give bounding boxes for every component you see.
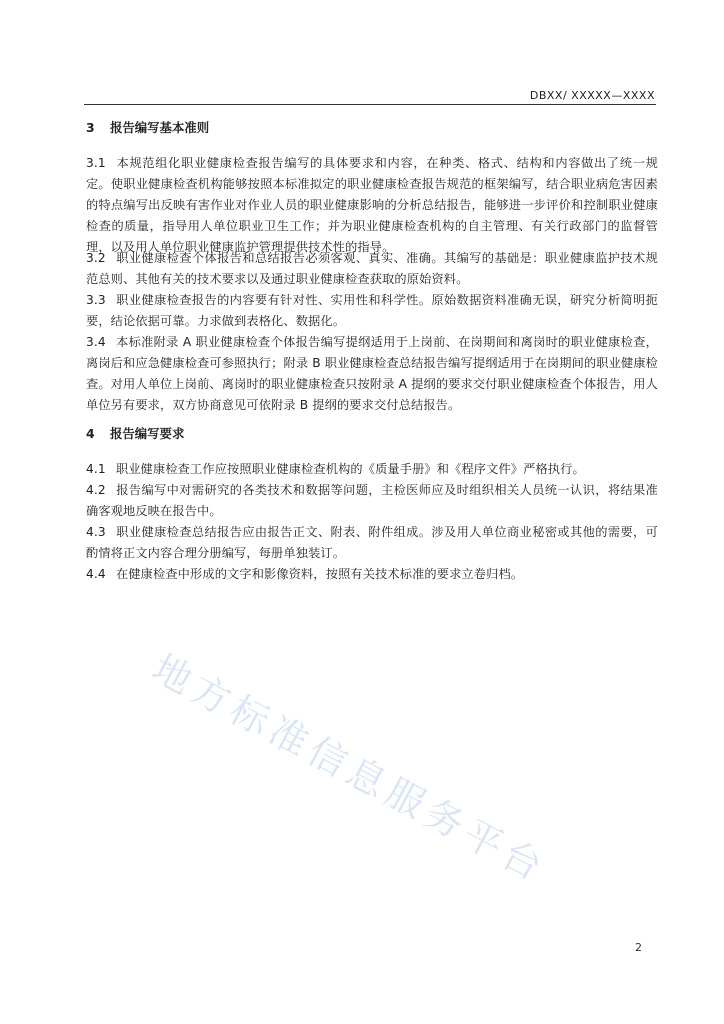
- clause-3-4: [86, 332, 658, 416]
- clause-text: 职业健康检查个体报告和总结报告必须客观、真实、准确。其编写的基础是：职业健康监护技术规范总则、其他有关的技术要求以及通过职业健康检查获取的原始资料。: [86, 251, 658, 286]
- page-number: 2: [635, 941, 642, 954]
- clause-text: 本标准附录 A 职业健康检查个体报告编写提纲适用于上岗前、在岗期间和离岗时的职业健康检查，离岗后和应急健康检查可参照执行；附录 B 职业健康检查总结报告编写提纲适用于在岗期间的职业健康检查。对用人单位上岗前、离岗时的职业健康检查只按附录 A 提纲的要求交付职业健康检查个体报告，用人单位另有要求，双方协商意见可依附录 B 提纲的要求交付总结报告。: [86, 335, 658, 412]
- clause-number: 4.4: [86, 567, 106, 581]
- document-code: DBXX/ XXXXX—XXXX: [529, 89, 655, 102]
- clause-3-1: [86, 153, 658, 258]
- clause-text: 在健康检查中形成的文字和影像资料，按照有关技术标准的要求立卷归档。: [116, 567, 524, 581]
- clause-text: 职业健康检查工作应按照职业健康检查机构的《质量手册》和《程序文件》严格执行。: [116, 462, 585, 476]
- clause-4-1: [86, 459, 658, 480]
- clause-number: 3.3: [86, 293, 106, 307]
- section-title: 报告编写要求: [110, 426, 185, 441]
- clause-number: 4.3: [86, 525, 106, 539]
- section-title: 报告编写基本准则: [110, 120, 210, 135]
- section-number: 3: [86, 120, 95, 135]
- clause-4-2: [86, 480, 658, 522]
- section-number: 4: [86, 426, 95, 441]
- clause-4-3: [86, 522, 658, 564]
- section-heading-3: [86, 118, 209, 136]
- clause-3-3: [86, 290, 658, 332]
- clause-number: 4.2: [86, 483, 106, 497]
- clause-number: 3.1: [86, 156, 106, 170]
- clause-number: 3.4: [86, 335, 106, 349]
- header-divider: [84, 104, 656, 105]
- watermark: 地方标准信息服务平台: [145, 645, 555, 892]
- clause-text: 报告编写中对需研究的各类技术和数据等问题，主检医师应及时组织相关人员统一认识，将结果准确客观地反映在报告中。: [86, 483, 658, 518]
- clause-4-4: [86, 564, 658, 585]
- clause-number: 4.1: [86, 462, 106, 476]
- clause-text: 职业健康检查报告的内容要有针对性、实用性和科学性。原始数据资料准确无误，研究分析简明扼要，结论依据可靠。力求做到表格化、数据化。: [86, 293, 658, 328]
- clause-number: 3.2: [86, 251, 106, 265]
- clause-3-2: [86, 248, 658, 290]
- clause-text: 职业健康检查总结报告应由报告正文、附表、附件组成。涉及用人单位商业秘密或其他的需要，可酌情将正文内容合理分册编写，每册单独装订。: [86, 525, 658, 560]
- clause-text: 本规范组化职业健康检查报告编写的具体要求和内容，在种类、格式、结构和内容做出了统一规定。使职业健康检查机构能够按照本标准拟定的职业健康检查报告规范的框架编写，结合职业病危害因素的特点编写出反映有害作业对作业人员的职业健康影响的分析总结报告，能够进一步评价和控制职业健康检查的质量，指导用人单位职业卫生工作；并为职业健康检查机构的自主管理、有关行政部门的监督管理，以及用人单位职业健康监护管理提供技术性的指导。: [86, 156, 658, 254]
- section-heading-4: [86, 424, 184, 442]
